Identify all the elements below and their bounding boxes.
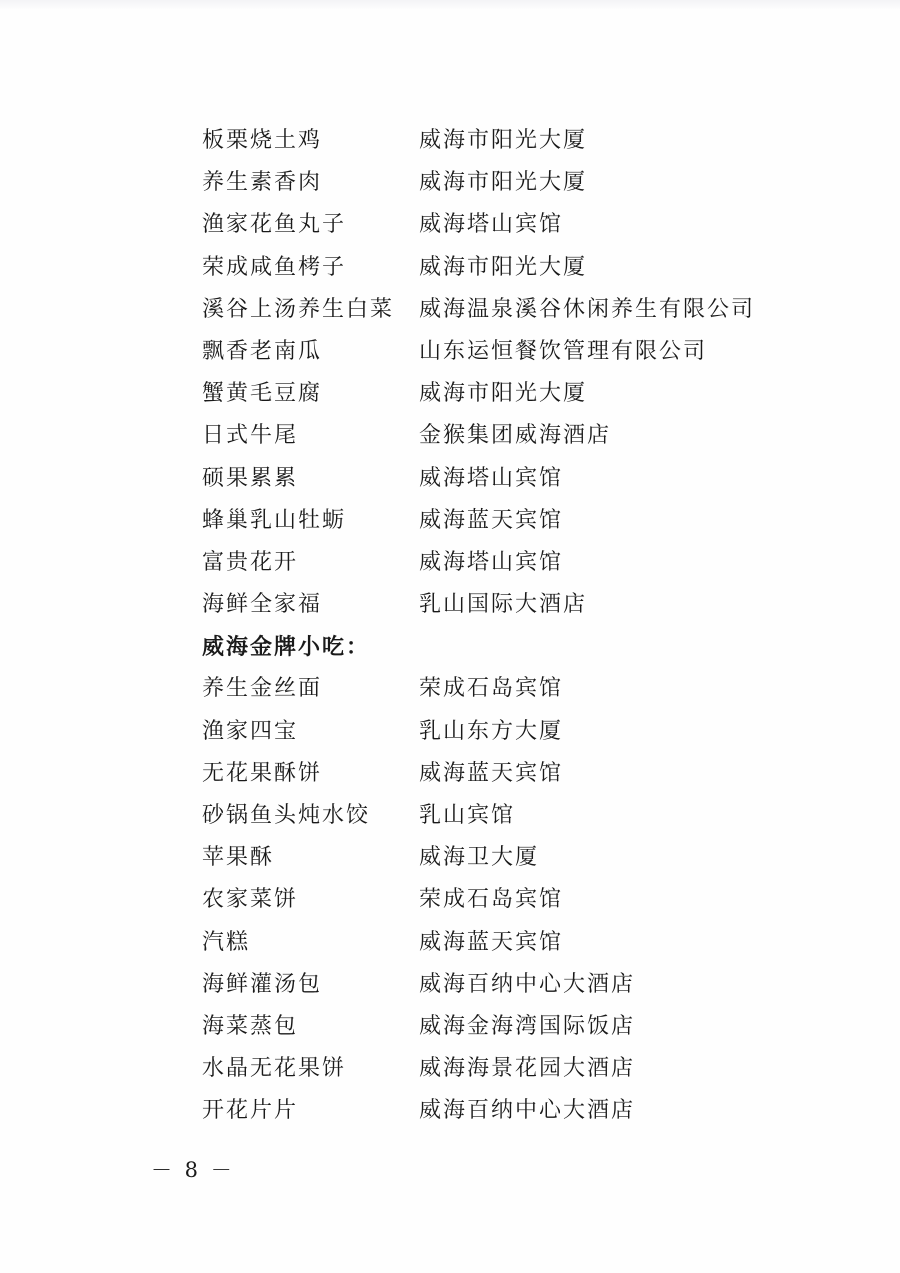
list-item	[202, 753, 822, 795]
list-item	[202, 837, 822, 879]
venue-name: 威海蓝天宾馆	[419, 929, 564, 955]
list-item	[202, 247, 822, 289]
list-item	[202, 584, 822, 626]
list-item	[202, 1048, 822, 1090]
venue-name: 威海塔山宾馆	[419, 465, 564, 491]
list-item	[202, 204, 822, 246]
venue-name: 威海蓝天宾馆	[419, 760, 564, 786]
dish-name: 海菜蒸包	[202, 1013, 299, 1039]
dish-name: 蜂巢乳山牡蛎	[202, 507, 347, 533]
list-item	[202, 795, 822, 837]
venue-name: 威海市阳光大厦	[419, 254, 588, 280]
dish-name: 渔家花鱼丸子	[202, 212, 347, 238]
section-heading: 威海金牌小吃：	[202, 634, 371, 661]
list-item	[202, 120, 822, 162]
venue-name: 威海市阳光大厦	[419, 128, 588, 153]
venue-name: 乳山宾馆	[419, 803, 516, 828]
list-item	[202, 542, 822, 584]
venue-name: 威海蓝天宾馆	[419, 507, 564, 533]
list-item	[202, 922, 822, 964]
dish-name: 板栗烧土鸡	[202, 128, 323, 153]
list-item	[202, 331, 822, 373]
page-number: － 8 －	[151, 1158, 235, 1182]
venue-name: 乳山东方大厦	[419, 718, 564, 744]
dish-name: 海鲜灌汤包	[202, 971, 323, 997]
dish-name: 养生金丝面	[202, 676, 323, 702]
dish-name: 海鲜全家福	[202, 592, 323, 618]
venue-name: 威海市阳光大厦	[419, 381, 588, 407]
dish-name: 砂锅鱼头炖水饺	[202, 803, 371, 828]
list-item	[202, 668, 822, 710]
dish-name: 开花片片	[202, 1098, 299, 1124]
dish-list	[202, 120, 822, 1133]
list-item	[202, 500, 822, 542]
list-item	[202, 1006, 822, 1048]
list-item	[202, 162, 822, 204]
venue-name: 威海金海湾国际饭店	[419, 1013, 636, 1039]
dish-name: 溪谷上汤养生白菜	[202, 296, 395, 322]
venue-name: 乳山国际大酒店	[419, 592, 588, 618]
venue-name: 威海卫大厦	[419, 845, 540, 871]
venue-name: 威海塔山宾馆	[419, 549, 564, 575]
list-item	[202, 415, 822, 457]
dish-name: 汽糕	[202, 929, 251, 955]
dish-name: 水晶无花果饼	[202, 1056, 347, 1082]
venue-name: 威海市阳光大厦	[419, 170, 588, 196]
dish-name: 荣成咸鱼栲子	[202, 254, 347, 280]
venue-name: 荣成石岛宾馆	[419, 676, 564, 702]
dish-name: 养生素香肉	[202, 170, 323, 196]
dish-name: 飘香老南瓜	[202, 338, 323, 364]
scan-top-edge	[0, 0, 900, 10]
dish-name: 农家菜饼	[202, 887, 299, 913]
venue-name: 威海塔山宾馆	[419, 212, 564, 238]
list-item	[202, 1090, 822, 1132]
venue-name: 威海百纳中心大酒店	[419, 971, 636, 997]
dish-name: 无花果酥饼	[202, 760, 323, 786]
list-item	[202, 458, 822, 500]
list-item	[202, 964, 822, 1006]
dish-name: 硕果累累	[202, 465, 299, 491]
dish-name: 渔家四宝	[202, 718, 299, 744]
list-item	[202, 373, 822, 415]
dish-name: 苹果酥	[202, 845, 275, 871]
venue-name: 威海百纳中心大酒店	[419, 1098, 636, 1124]
venue-name: 威海海景花园大酒店	[419, 1056, 636, 1082]
list-item	[202, 289, 822, 331]
venue-name: 金猴集团威海酒店	[419, 423, 612, 449]
venue-name: 威海温泉溪谷休闲养生有限公司	[419, 296, 756, 322]
list-item	[202, 879, 822, 921]
venue-name: 山东运恒餐饮管理有限公司	[419, 338, 708, 364]
list-item	[202, 711, 822, 753]
venue-name: 荣成石岛宾馆	[419, 887, 564, 913]
dish-name: 蟹黄毛豆腐	[202, 381, 323, 407]
dish-name: 日式牛尾	[202, 423, 299, 449]
dish-name: 富贵花开	[202, 549, 299, 575]
